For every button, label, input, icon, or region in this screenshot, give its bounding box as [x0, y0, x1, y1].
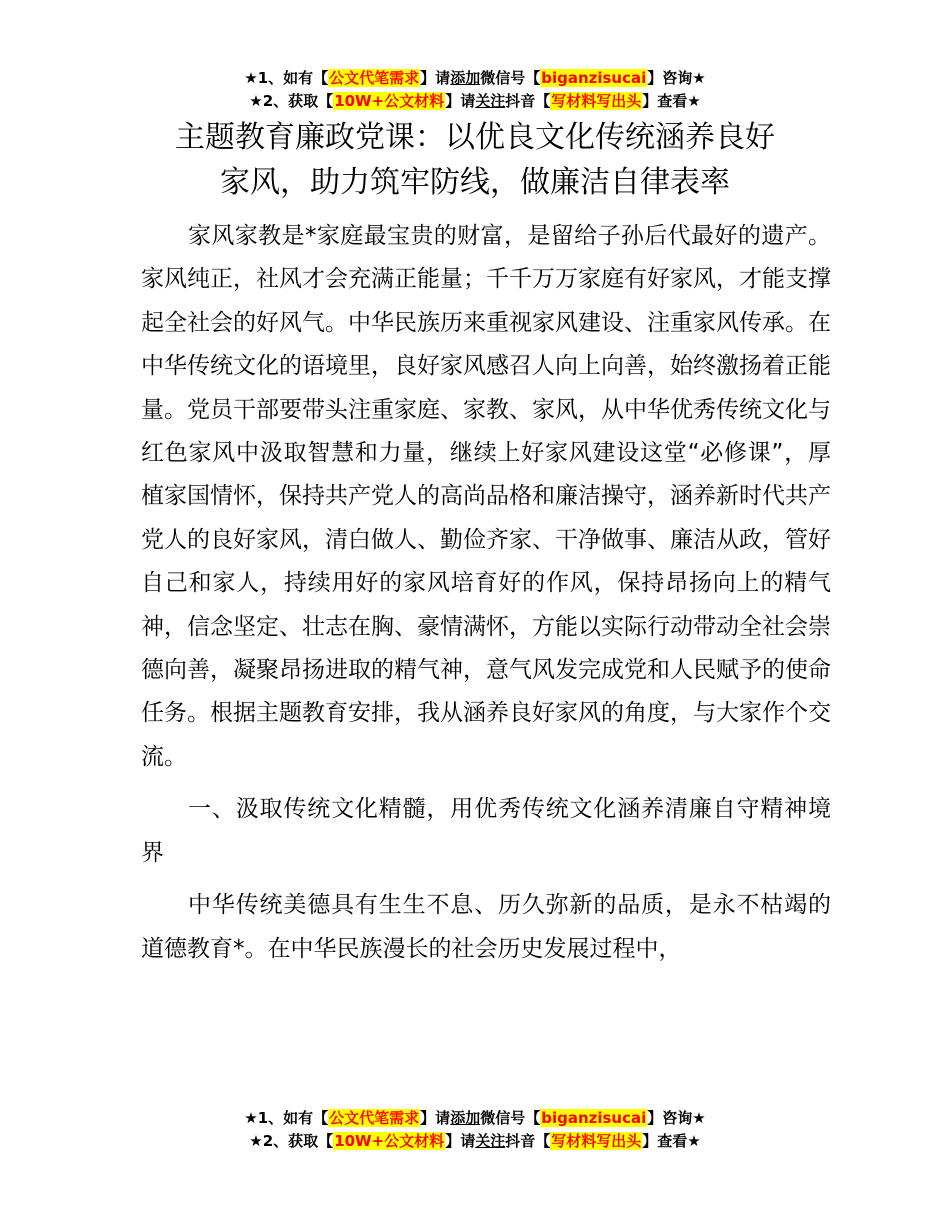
ad-text: 】请	[420, 1109, 451, 1127]
highlight-materials: 10W+公文材料	[334, 1132, 445, 1150]
section-heading-1: 一、汲取传统文化精髓，用优秀传统文化涵养清廉自守精神境界	[141, 796, 831, 866]
ad-text: 】查看★	[642, 92, 701, 110]
body-paragraph-section-1: 中华传统美德具有生生不息、历久弥新的品质，是永不枯竭的道德教育*。在中华民族漫长的社会历史发展过程中，	[141, 892, 831, 962]
underlined-add: 添加	[450, 1109, 481, 1127]
header-ad-banner	[0, 67, 950, 113]
ad-text: 】请	[445, 92, 476, 110]
footer-ad-line-1	[0, 1107, 950, 1130]
ad-text: ★2、获取【	[249, 1132, 334, 1150]
document-body	[141, 215, 831, 980]
highlight-materials: 10W+公文材料	[334, 92, 445, 110]
ad-text: 】查看★	[642, 1132, 701, 1150]
ad-text: 】请	[420, 69, 451, 87]
header-ad-line-2	[0, 90, 950, 113]
footer-ad-banner	[0, 1107, 950, 1153]
title-line-2: 家风，助力筑牢防线，做廉洁自律表率	[220, 165, 730, 200]
highlight-wechat-id: biganzisucai	[541, 69, 647, 87]
title-line-1: 主题教育廉政党课：以优良文化传统涵养良好	[175, 120, 775, 155]
ad-text: 】请	[445, 1132, 476, 1150]
highlight-douyin-account: 写材料写出头	[551, 1132, 642, 1150]
header-ad-line-1	[0, 67, 950, 90]
ad-text: ★1、如有【	[244, 69, 329, 87]
ad-text: 抖音【	[505, 1132, 551, 1150]
ad-text: ★2、获取【	[249, 92, 334, 110]
highlight-ghostwriting-service: 公文代笔需求	[329, 1109, 420, 1127]
ad-text: 】咨询★	[647, 1109, 706, 1127]
underlined-follow: 关注	[475, 92, 506, 110]
ad-text: 微信号【	[480, 69, 541, 87]
ad-text: 抖音【	[505, 92, 551, 110]
underlined-follow: 关注	[475, 1132, 506, 1150]
highlight-douyin-account: 写材料写出头	[551, 92, 642, 110]
footer-ad-line-2	[0, 1130, 950, 1153]
highlight-wechat-id: biganzisucai	[541, 1109, 647, 1127]
underlined-add: 添加	[450, 69, 481, 87]
highlight-ghostwriting-service: 公文代笔需求	[329, 69, 420, 87]
document-title	[0, 115, 950, 205]
ad-text: 】咨询★	[647, 69, 706, 87]
ad-text: ★1、如有【	[244, 1109, 329, 1127]
body-paragraph-intro: 家风家教是*家庭最宝贵的财富，是留给子孙后代最好的遗产。家风纯正，社风才会充满正能量；千千万万家庭有好家风，才能支撑起全社会的好风气。中华民族历来重视家风建设、注重家风传承。在中华传统文化的语境里，良好家风感召人向上向善，始终激扬着正能量。党员干部要带头注重家庭、家教、家风，从中华优秀传统文化与红色家风中汲取智慧和力量，继续上好家风建设这堂“必修课”，厚植家国情怀，保持共产党人的高尚品格和廉洁操守，涵养新时代共产党人的良好家风，清白做人、勤俭齐家、干净做事、廉洁从政，管好自己和家人，持续用好的家风培育好的作风，保持昂扬向上的精气神，信念坚定、壮志在胸、豪情满怀，方能以实际行动带动全社会崇德向善，凝聚昂扬进取的精气神，意气风发完成党和人民赋予的使命任务。根据主题教育安排，我从涵养良好家风的角度，与大家作个交流。	[141, 223, 831, 770]
ad-text: 微信号【	[480, 1109, 541, 1127]
